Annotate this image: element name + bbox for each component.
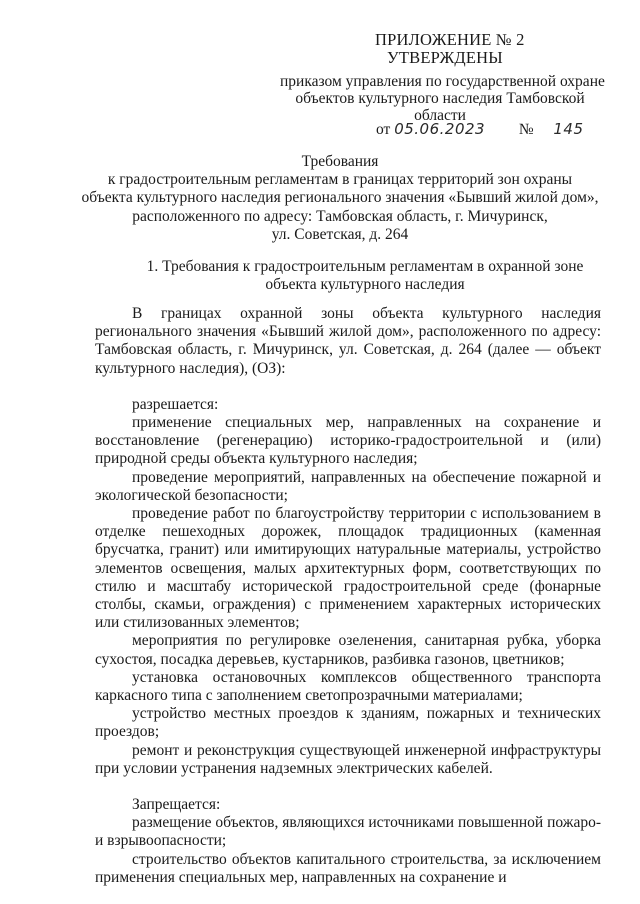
handwritten-number: 145: [553, 120, 584, 138]
order-line: объектов культурного наследия Тамбовской: [295, 90, 585, 107]
title-line: Требования: [301, 153, 379, 170]
allowed-item: проведение работ по благоустройству территории с использованием в отделке пешеходных дорожек, площадок традиционных (каменная брусчатка, гранит) или имитирующих натуральные материалы, устройство элементов освещения, малых архитектурных форм, соответствующих по стилю и масштабу исторической градостроительной среде (фонарные столбы, скамьи, ограждения) с применением характерных исторических или стилизованных элементов;: [95, 505, 601, 632]
approved-label: УТВЕРЖДЕНЫ: [387, 48, 503, 67]
title-line: к градостроительным регламентам в границах территорий зон охраны: [107, 171, 573, 189]
title-line: ул. Советская, д. 264: [271, 225, 409, 243]
order-line: приказом управления по государственной охране: [280, 73, 605, 90]
allowed-item: проведение мероприятий, направленных на обеспечение пожарной и экологической безопасности;: [95, 468, 601, 504]
appendix-label: ПРИЛОЖЕНИЕ № 2: [375, 30, 525, 49]
forbidden-item: размещение объектов, являющихся источниками повышенной пожаро- и взрывоопасности;: [95, 814, 601, 850]
title-line: объекта культурного наследия регионального значения «Бывший жилой дом»,: [81, 189, 599, 207]
date-prefix: от: [376, 121, 391, 138]
document-title: [70, 153, 610, 244]
section-heading: [140, 258, 590, 294]
allowed-item: ремонт и реконструкция существующей инженерной инфраструктуры при условии устранения надземных электрических кабелей.: [95, 741, 601, 777]
section-body: [95, 305, 601, 887]
forbidden-label: Запрещается:: [132, 796, 221, 814]
allowed-item: устройство местных проездов к зданиям, пожарных и технических проездов;: [95, 705, 601, 741]
allowed-label: разрешается:: [132, 395, 219, 413]
forbidden-item: строительство объектов капитального строительства, за исключением применения специальных мер, направленных на сохранение и: [95, 850, 601, 886]
section-heading-line: объекта культурного наследия: [265, 276, 465, 293]
allowed-item: установка остановочных комплексов общественного транспорта каркасного типа с заполнением светопрозрачными материалами;: [95, 668, 601, 705]
number-prefix: №: [518, 121, 534, 138]
title-line: расположенного по адресу: Тамбовская область, г. Мичуринск,: [132, 207, 548, 225]
order-reference: [280, 73, 605, 124]
order-date-number: [376, 120, 584, 139]
section-heading-line: 1. Требования к градостроительным регламентам в охранной зоне: [146, 258, 584, 275]
allowed-item: мероприятия по регулировке озеленения, санитарная рубка, уборка сухостоя, посадка деревьев, кустарников, разбивка газонов, цветников;: [95, 632, 601, 668]
handwritten-date: 05.06.2023: [394, 120, 486, 138]
allowed-item: применение специальных мер, направленных на сохранение и восстановление (регенерацию) историко-градостроительной и (или) природной среды объекта культурного наследия;: [95, 414, 601, 468]
intro-paragraph: В границах охранной зоны объекта культурного наследия регионального значения «Бывший жилой дом», расположенного по адресу: Тамбовская область, г. Мичуринск, ул. Советская, д. 264 (далее — объект культурного наследия), (ОЗ):: [95, 305, 601, 377]
order-line: области: [414, 107, 466, 124]
